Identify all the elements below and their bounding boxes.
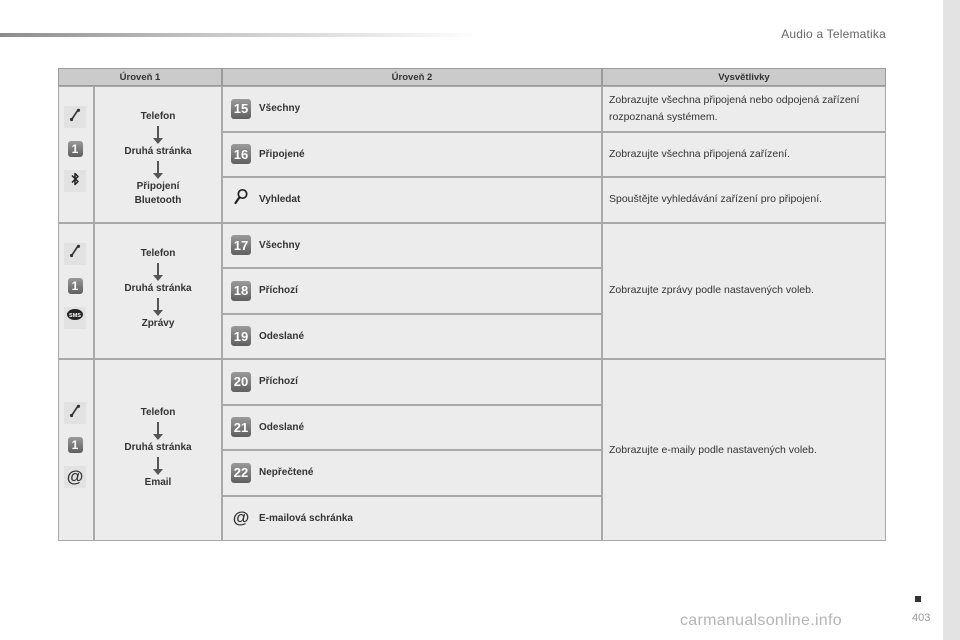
level2-badge: 15 [231,99,251,119]
level2-label: Odeslané [259,421,305,433]
column-header [222,68,602,86]
down-arrow-icon [157,126,159,138]
level2-label: Příchozí [259,285,298,297]
level1-icon-stack [64,402,86,488]
level2-badge: 18 [231,281,251,301]
path-step: Telefon [140,111,176,123]
icon-frame [64,307,86,329]
level1-icon-cell [58,223,94,360]
level1-icon-stack [64,106,86,192]
level2-icon-slot [223,417,259,437]
icon-frame [64,243,86,265]
level2-icon-slot [223,509,259,527]
level1-icon-cell [58,359,94,541]
column-header-label: Vysvětlivky [718,71,770,83]
level2-badge: 21 [231,417,251,437]
level2-cell [222,268,602,314]
level2-label: Odeslané [259,330,305,342]
level1-path [95,406,221,490]
level1-path-cell [94,359,222,541]
level2-icon-slot [223,372,259,392]
level2-label: Vyhledat [259,194,301,206]
description-text: Zobrazujte e-maily podle nastavených voleb. [609,443,817,456]
path-step: Telefon [140,247,176,259]
description-cell [602,359,886,541]
page-edge-bar [943,0,960,640]
level1-icon-cell [58,86,94,223]
description-text: Spouštějte vyhledávání zařízení pro připojení. [609,193,823,206]
path-step: Druhá stránka [124,442,192,453]
level2-cell [222,314,602,360]
description-text: Zobrazujte zprávy podle nastavených voleb. [609,284,814,297]
level2-cell [222,132,602,178]
icon-frame [64,106,86,128]
level2-cell [222,450,602,496]
level2-label: Všechny [259,239,301,251]
bluetooth-icon [69,171,81,192]
level1-path-cell [94,223,222,360]
path-step: Připojení Bluetooth [134,181,182,207]
icon-frame [64,466,86,488]
level1-path [95,110,221,208]
level1-badge: 1 [68,437,83,453]
down-arrow-icon [157,457,159,469]
level2-icon-slot [223,99,259,119]
level1-badge: 1 [68,278,83,294]
level2-badge: 16 [231,144,251,164]
header-rule [0,33,480,37]
level2-label: Příchozí [259,376,298,388]
level2-label: Připojené [259,148,305,160]
down-arrow-icon [157,298,159,310]
level2-label: Nepřečtené [259,467,314,479]
level2-icon-slot [223,235,259,255]
description-text: Zobrazujte všechna připojená zařízení. [609,147,790,160]
sms-icon [66,308,84,327]
column-header-label: Úroveň 1 [119,71,161,83]
description-cell [602,223,886,360]
page-marker [915,596,921,602]
path-step: Email [144,477,172,488]
path-step: Druhá stránka [124,146,192,158]
down-arrow-icon [157,161,159,173]
level2-cell [222,223,602,269]
level2-icon-slot [223,188,259,211]
level1-path [95,247,221,331]
level2-cell [222,86,602,132]
level2-cell [222,405,602,451]
column-header [58,68,222,86]
path-step: Druhá stránka [124,282,192,294]
path-step: Telefon [140,407,176,418]
path-step: Zprávy [141,317,175,329]
level2-badge: 19 [231,326,251,346]
icon-frame [64,402,86,424]
level2-icon-slot [223,281,259,301]
search-icon [233,188,249,211]
level2-badge: 17 [231,235,251,255]
level1-icon-stack [64,243,86,329]
level2-cell [222,359,602,405]
down-arrow-icon [157,422,159,434]
level2-label: E-mailová schránka [259,512,353,524]
column-header [602,68,886,86]
phone-handset-icon [68,404,82,423]
description-cell [602,132,886,178]
phone-handset-icon [68,108,82,127]
level2-icon-slot [223,463,259,483]
level2-cell [222,496,602,542]
level2-icon-slot [223,144,259,164]
down-arrow-icon [157,263,159,275]
description-cell [602,177,886,223]
section-title: Audio a Telematika [781,27,886,41]
level2-label: Všechny [259,103,301,115]
at-sign-icon: @ [66,467,84,486]
level1-path-cell [94,86,222,223]
menu-table [58,68,886,545]
icon-frame [64,170,86,192]
description-text: Zobrazujte všechna připojená nebo odpojená zařízení rozpoznaná systémem. [609,93,860,123]
level1-badge: 1 [68,141,83,157]
level2-icon-slot [223,326,259,346]
watermark: carmanualsonline.info [680,612,842,629]
level2-cell [222,177,602,223]
level2-badge: 20 [231,372,251,392]
phone-handset-icon [68,244,82,263]
page-number: 403 [912,612,931,624]
level2-badge: 22 [231,463,251,483]
at-sign-icon: @ [232,508,250,528]
svg-text:SMS: SMS [69,313,81,320]
description-cell [602,86,886,132]
column-header-label: Úroveň 2 [391,71,433,83]
